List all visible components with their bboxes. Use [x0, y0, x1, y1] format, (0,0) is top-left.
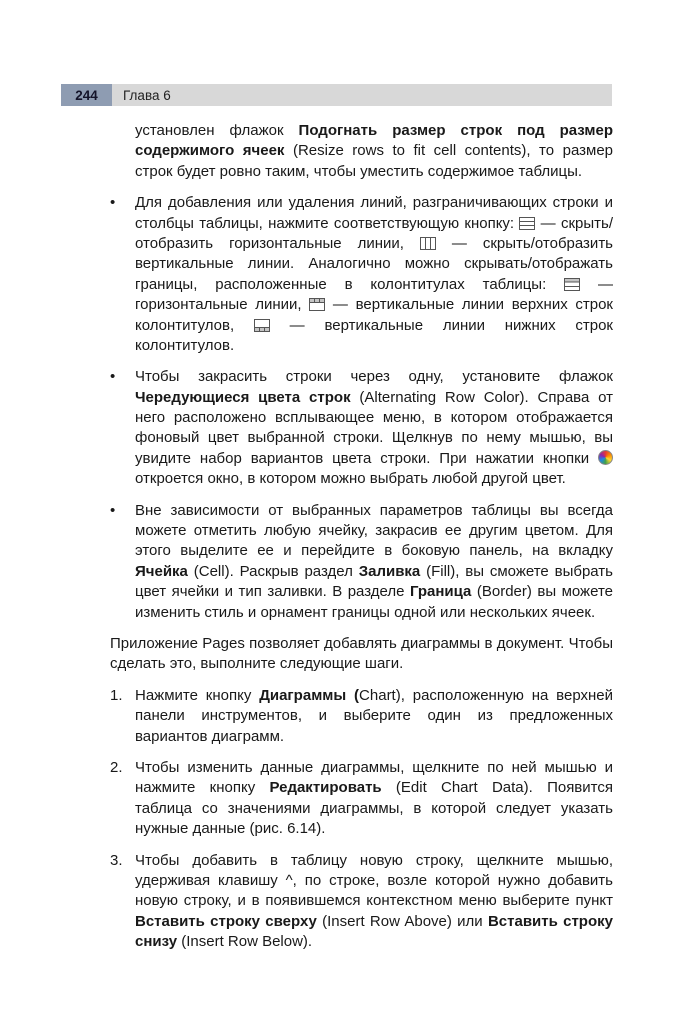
text: Чтобы закрасить строки через одну, установите флажок	[135, 368, 613, 386]
text: (Resize rows to fit cell contents), то размер строк будет ровно таким, чтобы уместить содержимое таблицы.	[135, 142, 614, 180]
bullet-item	[110, 501, 613, 623]
text: Chart), расположенную на верхней панели инструментов, и выберите один из предложенных вариантов диаграмм.	[135, 686, 613, 745]
list-number: 3.	[110, 851, 123, 869]
color-wheel-icon	[598, 450, 613, 465]
block-text	[110, 634, 613, 675]
bold-text: Редактировать	[269, 779, 382, 797]
bold-text: Вставить строку сверху	[135, 912, 317, 930]
text: откроется окно, в котором можно выбрать любой другой цвет.	[135, 470, 566, 488]
text: — горизонтальные линии,	[135, 275, 614, 314]
text: (Border) вы можете изменить стиль и орнамент границы одной или нескольких ячеек.	[135, 583, 613, 621]
running-header	[61, 84, 612, 106]
block-text	[135, 686, 613, 747]
text: (Alternating Row Color). Справа от него расположено всплывающее меню, в котором отображается фоновый цвет выбранной строки. Щелкнув по нему мышью, вы увидите набор вариантов цвета строки. При нажатии кнопки	[135, 388, 613, 467]
text: установлен флажок	[135, 122, 299, 139]
chapter-bar	[112, 84, 612, 106]
page-number: 244	[75, 87, 98, 103]
text: (Insert Row Above) или	[316, 912, 488, 930]
table-header-horizontal-lines-icon	[564, 278, 580, 291]
bold-text: Чередующиеся цвета строк	[135, 388, 351, 406]
bullet-marker: •	[110, 501, 116, 519]
paragraph	[110, 634, 613, 675]
block-text	[135, 121, 613, 182]
text: — вертикальные линии верхних строк колонтитулов,	[135, 296, 613, 334]
text: Для добавления или удаления линий, разграничивающих строки и столбцы таблицы, нажмите соответствующую кнопку:	[135, 194, 613, 232]
numbered-item	[110, 758, 613, 840]
list-number: 1.	[110, 686, 123, 704]
block-text	[135, 193, 613, 356]
paragraph	[110, 121, 613, 182]
bold-text: Граница	[409, 583, 472, 601]
bold-text: Ячейка	[135, 562, 188, 580]
numbered-item	[110, 686, 613, 747]
bullet-item	[110, 193, 613, 356]
bullet-item	[110, 367, 613, 489]
page-number-block	[61, 84, 112, 106]
block-text	[135, 758, 613, 840]
text: (Cell). Раскрыв раздел	[187, 562, 359, 580]
table-horizontal-lines-icon	[519, 217, 535, 230]
text: Чтобы изменить данные диаграммы, щелкните по ней мышью и нажмите кнопку	[135, 758, 613, 797]
bullet-marker: •	[110, 368, 116, 386]
table-vertical-lines-icon	[420, 237, 436, 250]
numbered-item	[110, 851, 613, 953]
bullet-marker: •	[110, 194, 116, 212]
text: — вертикальные линии нижних строк колонтитулов.	[135, 316, 613, 354]
block-text	[135, 501, 613, 623]
table-header-vertical-top-icon	[309, 298, 325, 311]
table-header-vertical-bottom-icon	[254, 319, 270, 332]
text: Приложение Pages позволяет добавлять диаграммы в документ. Чтобы сделать это, выполните следующие шаги.	[110, 634, 613, 673]
text: — скрыть/отобразить вертикальные линии. Аналогично можно скрывать/отображать границы, расположенные в колонтитулах таблицы:	[135, 234, 614, 293]
bold-text: Вставить строку снизу	[135, 912, 613, 951]
text: Нажмите кнопку	[135, 686, 260, 704]
block-text	[135, 367, 613, 489]
text: (Insert Row Below).	[177, 933, 313, 951]
text: (Fill), вы сможете выбрать цвет ячейки и тип заливки. В разделе	[135, 562, 613, 601]
list-number: 2.	[110, 758, 123, 776]
text: (Edit Chart Data). Появится таблица со значениями диаграммы, в которой следует указать нужные данные (рис. 6.14).	[135, 779, 613, 838]
text: — скрыть/отобразить горизонтальные линии,	[135, 214, 614, 252]
chapter-title: Глава 6	[123, 87, 171, 103]
bold-text: Диаграммы (	[259, 686, 360, 704]
text: Чтобы добавить в таблицу новую строку, щелкните мышью, удерживая клавишу ^, по строке, возле которой нужно добавить новую строку, и в появившемся контекстном меню выберите пункт	[135, 851, 613, 910]
block-text	[135, 851, 613, 953]
text: Вне зависимости от выбранных параметров таблицы вы всегда можете отметить любую ячейку, закрасив ее другим цветом. Для этого выделите ее и перейдите в боковую панель, на вкладку	[135, 501, 613, 560]
bold-text: Подогнать размер строк под размер содержимого ячеек	[135, 122, 613, 160]
content-blocks	[110, 121, 613, 963]
bold-text: Заливка	[358, 562, 421, 580]
